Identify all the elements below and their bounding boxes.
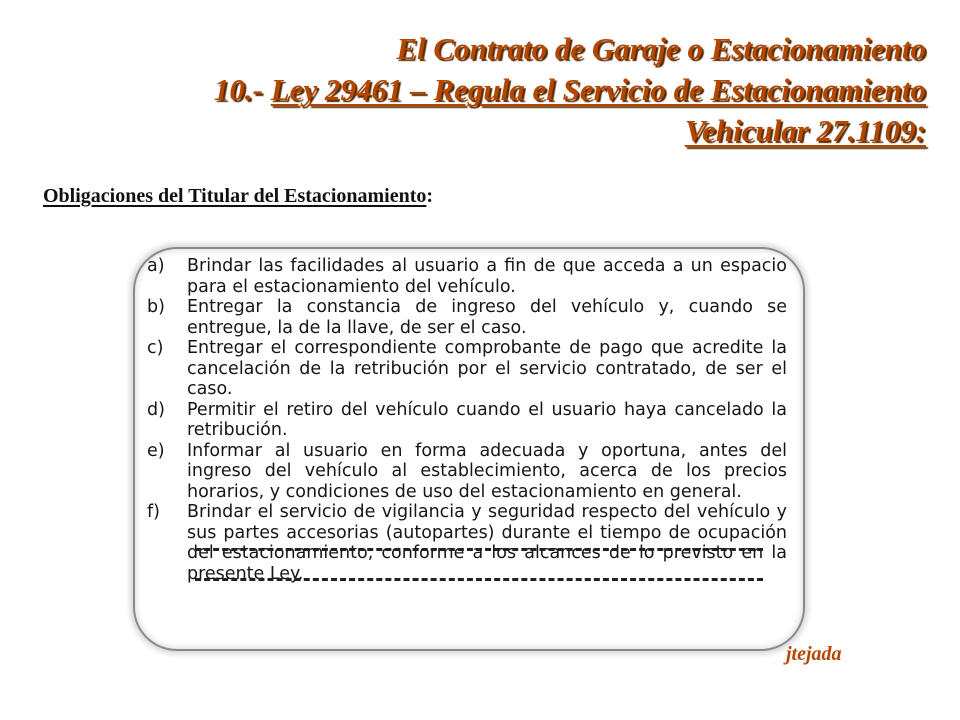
obligation-marker: f) xyxy=(147,502,160,522)
obligation-item-c xyxy=(147,338,787,400)
obligation-item-a xyxy=(147,256,787,297)
slide-title xyxy=(26,28,926,151)
obligation-text: Entregar la constancia de ingreso del vehículo y, cuando se entregue, la de la llave, de ser el caso. xyxy=(187,297,787,338)
title-line-3 xyxy=(26,110,926,151)
obligation-item-d xyxy=(147,400,787,441)
obligation-marker: b) xyxy=(147,297,165,317)
obligation-item-f xyxy=(147,502,787,584)
obligation-item-e xyxy=(147,441,787,503)
author-signature: jtejada xyxy=(786,643,842,665)
title-law-date: Vehicular 27.1109: xyxy=(684,113,926,148)
section-heading-colon: : xyxy=(426,185,434,207)
obligation-marker: d) xyxy=(147,399,165,420)
section-heading-text: Obligaciones del Titular del Estacionamiento xyxy=(43,185,427,207)
dashed-emphasis-line xyxy=(195,548,763,551)
dashed-emphasis-line xyxy=(195,578,763,581)
obligation-item-b xyxy=(147,297,787,338)
obligation-text: Brindar el servicio de vigilancia y seguridad respecto del vehículo y sus partes accesorias (autopartes) durante el tiempo de ocupación del estacionamiento, conforme a los alcances de lo previsto en la presente Ley. xyxy=(187,502,787,584)
obligation-text: Brindar las facilidades al usuario a fin de que acceda a un espacio para el estacionamiento del vehículo. xyxy=(187,256,787,297)
obligation-text: Permitir el retiro del vehículo cuando el usuario haya cancelado la retribución. xyxy=(187,399,787,440)
title-number: 10.- xyxy=(213,72,271,107)
obligation-marker: e) xyxy=(147,440,165,461)
obligation-marker: a) xyxy=(147,256,165,276)
title-line-1: El Contrato de Garaje o Estacionamiento xyxy=(396,31,926,66)
title-law-name: Ley 29461 – Regula el Servicio de Estacionamiento xyxy=(270,72,926,107)
section-heading xyxy=(43,185,433,208)
obligation-text: Informar al usuario en forma adecuada y oportuna, antes del ingreso del vehículo al establecimiento, acerca de los precios horarios, y condiciones de uso del estacionamiento en general. xyxy=(187,440,787,502)
obligations-list xyxy=(147,256,787,584)
title-line-2 xyxy=(26,69,926,110)
obligation-marker: c) xyxy=(147,338,164,358)
obligation-text: Entregar el correspondiente comprobante de pago que acredite la cancelación de la retribución por el servicio contratado, de ser el caso. xyxy=(187,338,787,399)
